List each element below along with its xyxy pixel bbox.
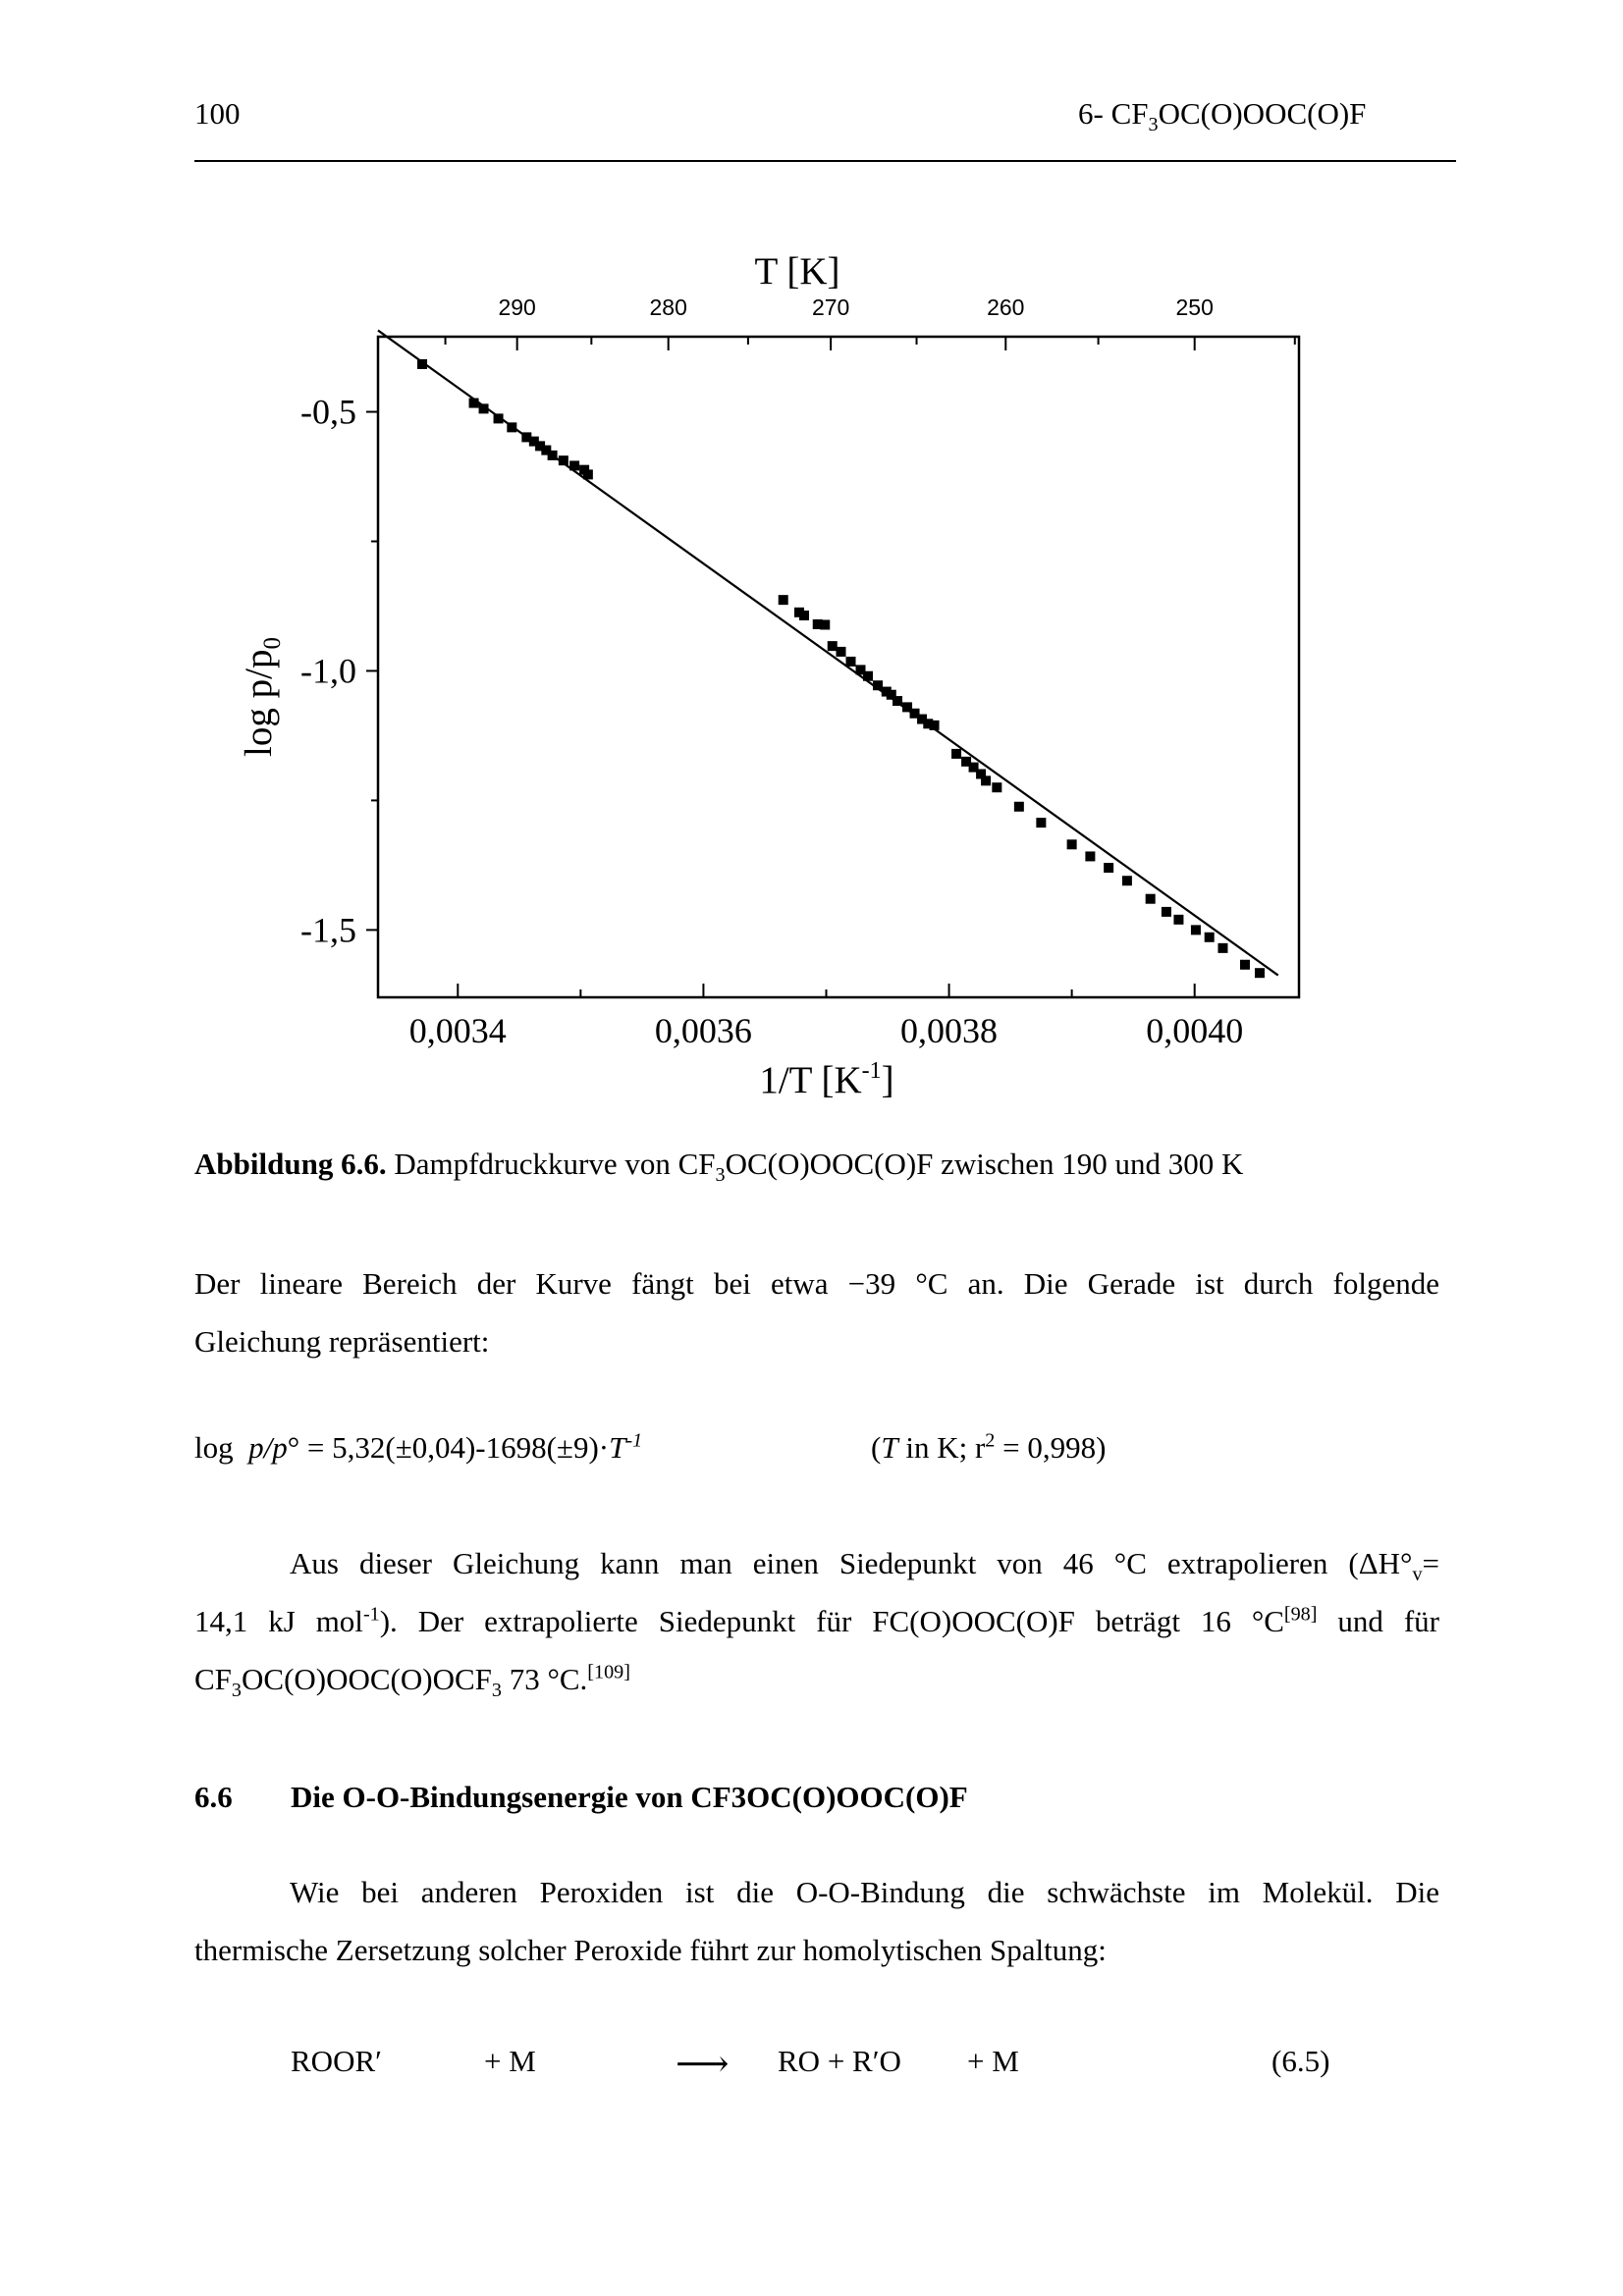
equation-T: T (609, 1430, 626, 1465)
data-point (1191, 925, 1201, 934)
data-point (559, 455, 568, 465)
data-point (981, 775, 991, 785)
bp-line2-c: und für (1317, 1604, 1439, 1638)
equation-ratio: p/p (248, 1430, 288, 1465)
y-tick-label: -0,5 (300, 392, 356, 432)
cond-end: = 0,998) (995, 1430, 1107, 1465)
data-point (1205, 933, 1215, 942)
equation-lhs (194, 1430, 642, 1466)
citation-98: [98] (1283, 1603, 1318, 1626)
y-tick-label: -1,0 (300, 651, 356, 691)
bp-line3-sub2: 3 (491, 1680, 502, 1702)
reaction-arrow: ⟶ (676, 2044, 730, 2085)
data-point (1146, 894, 1156, 904)
data-point (583, 469, 593, 479)
paragraph-peroxide-line1: Wie bei anderen Peroxiden ist die O-O-Bindung die schwächste im Molekül. Die (290, 1875, 1439, 1909)
vapor-pressure-chart (0, 0, 1623, 1119)
data-point (1085, 851, 1095, 861)
data-point (1255, 968, 1265, 978)
data-point (494, 413, 504, 423)
bp-line1-text: Aus dieser Gleichung kann man einen Siedepunkt von 46 °C extrapolieren (ΔH° (290, 1546, 1413, 1580)
paragraph-bp-line3 (194, 1650, 1439, 1708)
data-point (479, 403, 489, 413)
top-tick-label: 280 (649, 294, 687, 320)
data-point (1217, 943, 1227, 953)
data-point (469, 399, 479, 408)
data-point (846, 657, 856, 667)
page-number: 100 (194, 96, 241, 131)
equation-exponent: -1 (625, 1429, 643, 1452)
data-point (1036, 818, 1046, 828)
bp-line3-a: CF (194, 1662, 232, 1696)
bp-line3-c: 73 °C. (501, 1662, 588, 1696)
reaction-m-right: + M (967, 2044, 1019, 2078)
x-tick-label: 0,0038 (900, 1011, 999, 1050)
citation-109: [109] (587, 1661, 630, 1683)
equation-conditions (871, 1430, 1106, 1466)
data-point (893, 696, 902, 706)
data-point (1162, 907, 1171, 917)
x-tick-label: 0,0036 (654, 1011, 752, 1050)
data-point (1104, 863, 1113, 873)
data-point (820, 619, 830, 629)
data-point (417, 359, 427, 369)
x-tick-label: 0,0040 (1146, 1011, 1244, 1050)
cond-T: T (881, 1430, 898, 1465)
data-point (507, 422, 516, 432)
cond-rest: in K; r (897, 1430, 986, 1465)
top-tick-label: 270 (811, 294, 850, 320)
data-point (548, 451, 558, 460)
reaction-number: (6.5) (1271, 2044, 1330, 2078)
plot-frame (378, 337, 1299, 997)
running-header-suffix: OC(O)OOC(O)F (1158, 96, 1367, 131)
cond-open: ( (871, 1430, 882, 1465)
bp-line1-eq: = (1422, 1546, 1439, 1580)
paragraph-bp-line2 (194, 1592, 1439, 1650)
data-point (992, 782, 1001, 792)
data-point (873, 680, 883, 690)
paragraph-boiling-point (194, 1534, 1439, 1708)
data-point (779, 595, 788, 605)
data-point (1122, 876, 1132, 885)
data-point (1173, 915, 1183, 925)
paragraph-peroxide-line2: thermische Zersetzung solcher Peroxide führt zur homolytischen Spaltung: (194, 1933, 1107, 1967)
figure-caption-sub: 3 (715, 1164, 726, 1187)
paragraph-bp-line1 (194, 1534, 1439, 1592)
figure-caption (194, 1147, 1244, 1187)
section-title: Die O-O-Bindungsenergie von CF3OC(O)OOC(O)F (291, 1780, 968, 1814)
data-point (799, 611, 809, 620)
y-tick-label: -1,5 (300, 910, 356, 950)
data-point (1067, 839, 1077, 849)
section-number: 6.6 (194, 1780, 233, 1814)
data-point (1240, 960, 1250, 970)
bp-line2-a: 14,1 kJ mol (194, 1604, 363, 1638)
y-axis-title: $\log p/p_0$ (238, 637, 286, 757)
paragraph-peroxide (194, 1863, 1439, 1979)
reaction-products: RO + R′O (778, 2044, 901, 2078)
top-tick-label: 260 (987, 294, 1025, 320)
reaction-reactant: ROOR′ (291, 2044, 382, 2078)
equation-log: log (194, 1430, 234, 1465)
paragraph-intro-line2: Gleichung repräsentiert: (194, 1324, 490, 1359)
figure-caption-label: Abbildung 6.6. (194, 1147, 387, 1181)
x-axis-title: 1/T $[K^{-1}]$ (759, 1058, 894, 1101)
bp-line3-sub1: 3 (231, 1680, 242, 1702)
reaction-m-left: + M (484, 2044, 536, 2078)
paragraph-intro (194, 1255, 1439, 1370)
data-point (569, 460, 579, 470)
equation-body: ° = 5,32(±0,04)-1698(±9)· (287, 1430, 610, 1465)
bp-line3-b: OC(O)OOC(O)OCF (242, 1662, 492, 1696)
cond-square: 2 (985, 1429, 996, 1452)
figure-caption-pre: Dampfdruckkurve von CF (386, 1147, 716, 1181)
running-header-prefix: 6- CF (1078, 96, 1149, 131)
top-axis-title: T [K] (754, 250, 840, 293)
bp-line2-sup: -1 (362, 1603, 380, 1626)
top-tick-label: 250 (1175, 294, 1214, 320)
data-point (863, 671, 873, 681)
x-tick-label: 0,0034 (408, 1011, 507, 1050)
data-point (1014, 802, 1024, 812)
paragraph-intro-line1: Der lineare Bereich der Kurve fängt bei etwa −39 °C an. Die Gerade ist durch folgende (194, 1266, 1439, 1301)
data-point (951, 749, 961, 759)
top-tick-label: 290 (498, 294, 536, 320)
bp-line2-b: ). Der extrapolierte Siedepunkt für FC(O)OOC(O)F beträgt 16 °C (379, 1604, 1284, 1638)
data-point (837, 647, 846, 657)
data-point (930, 721, 940, 730)
figure-caption-post: OC(O)OOC(O)F zwischen 190 und 300 K (725, 1147, 1244, 1181)
bp-line1-sub: v (1412, 1564, 1423, 1586)
running-header-sub: 3 (1148, 114, 1159, 136)
data-point (828, 641, 838, 651)
